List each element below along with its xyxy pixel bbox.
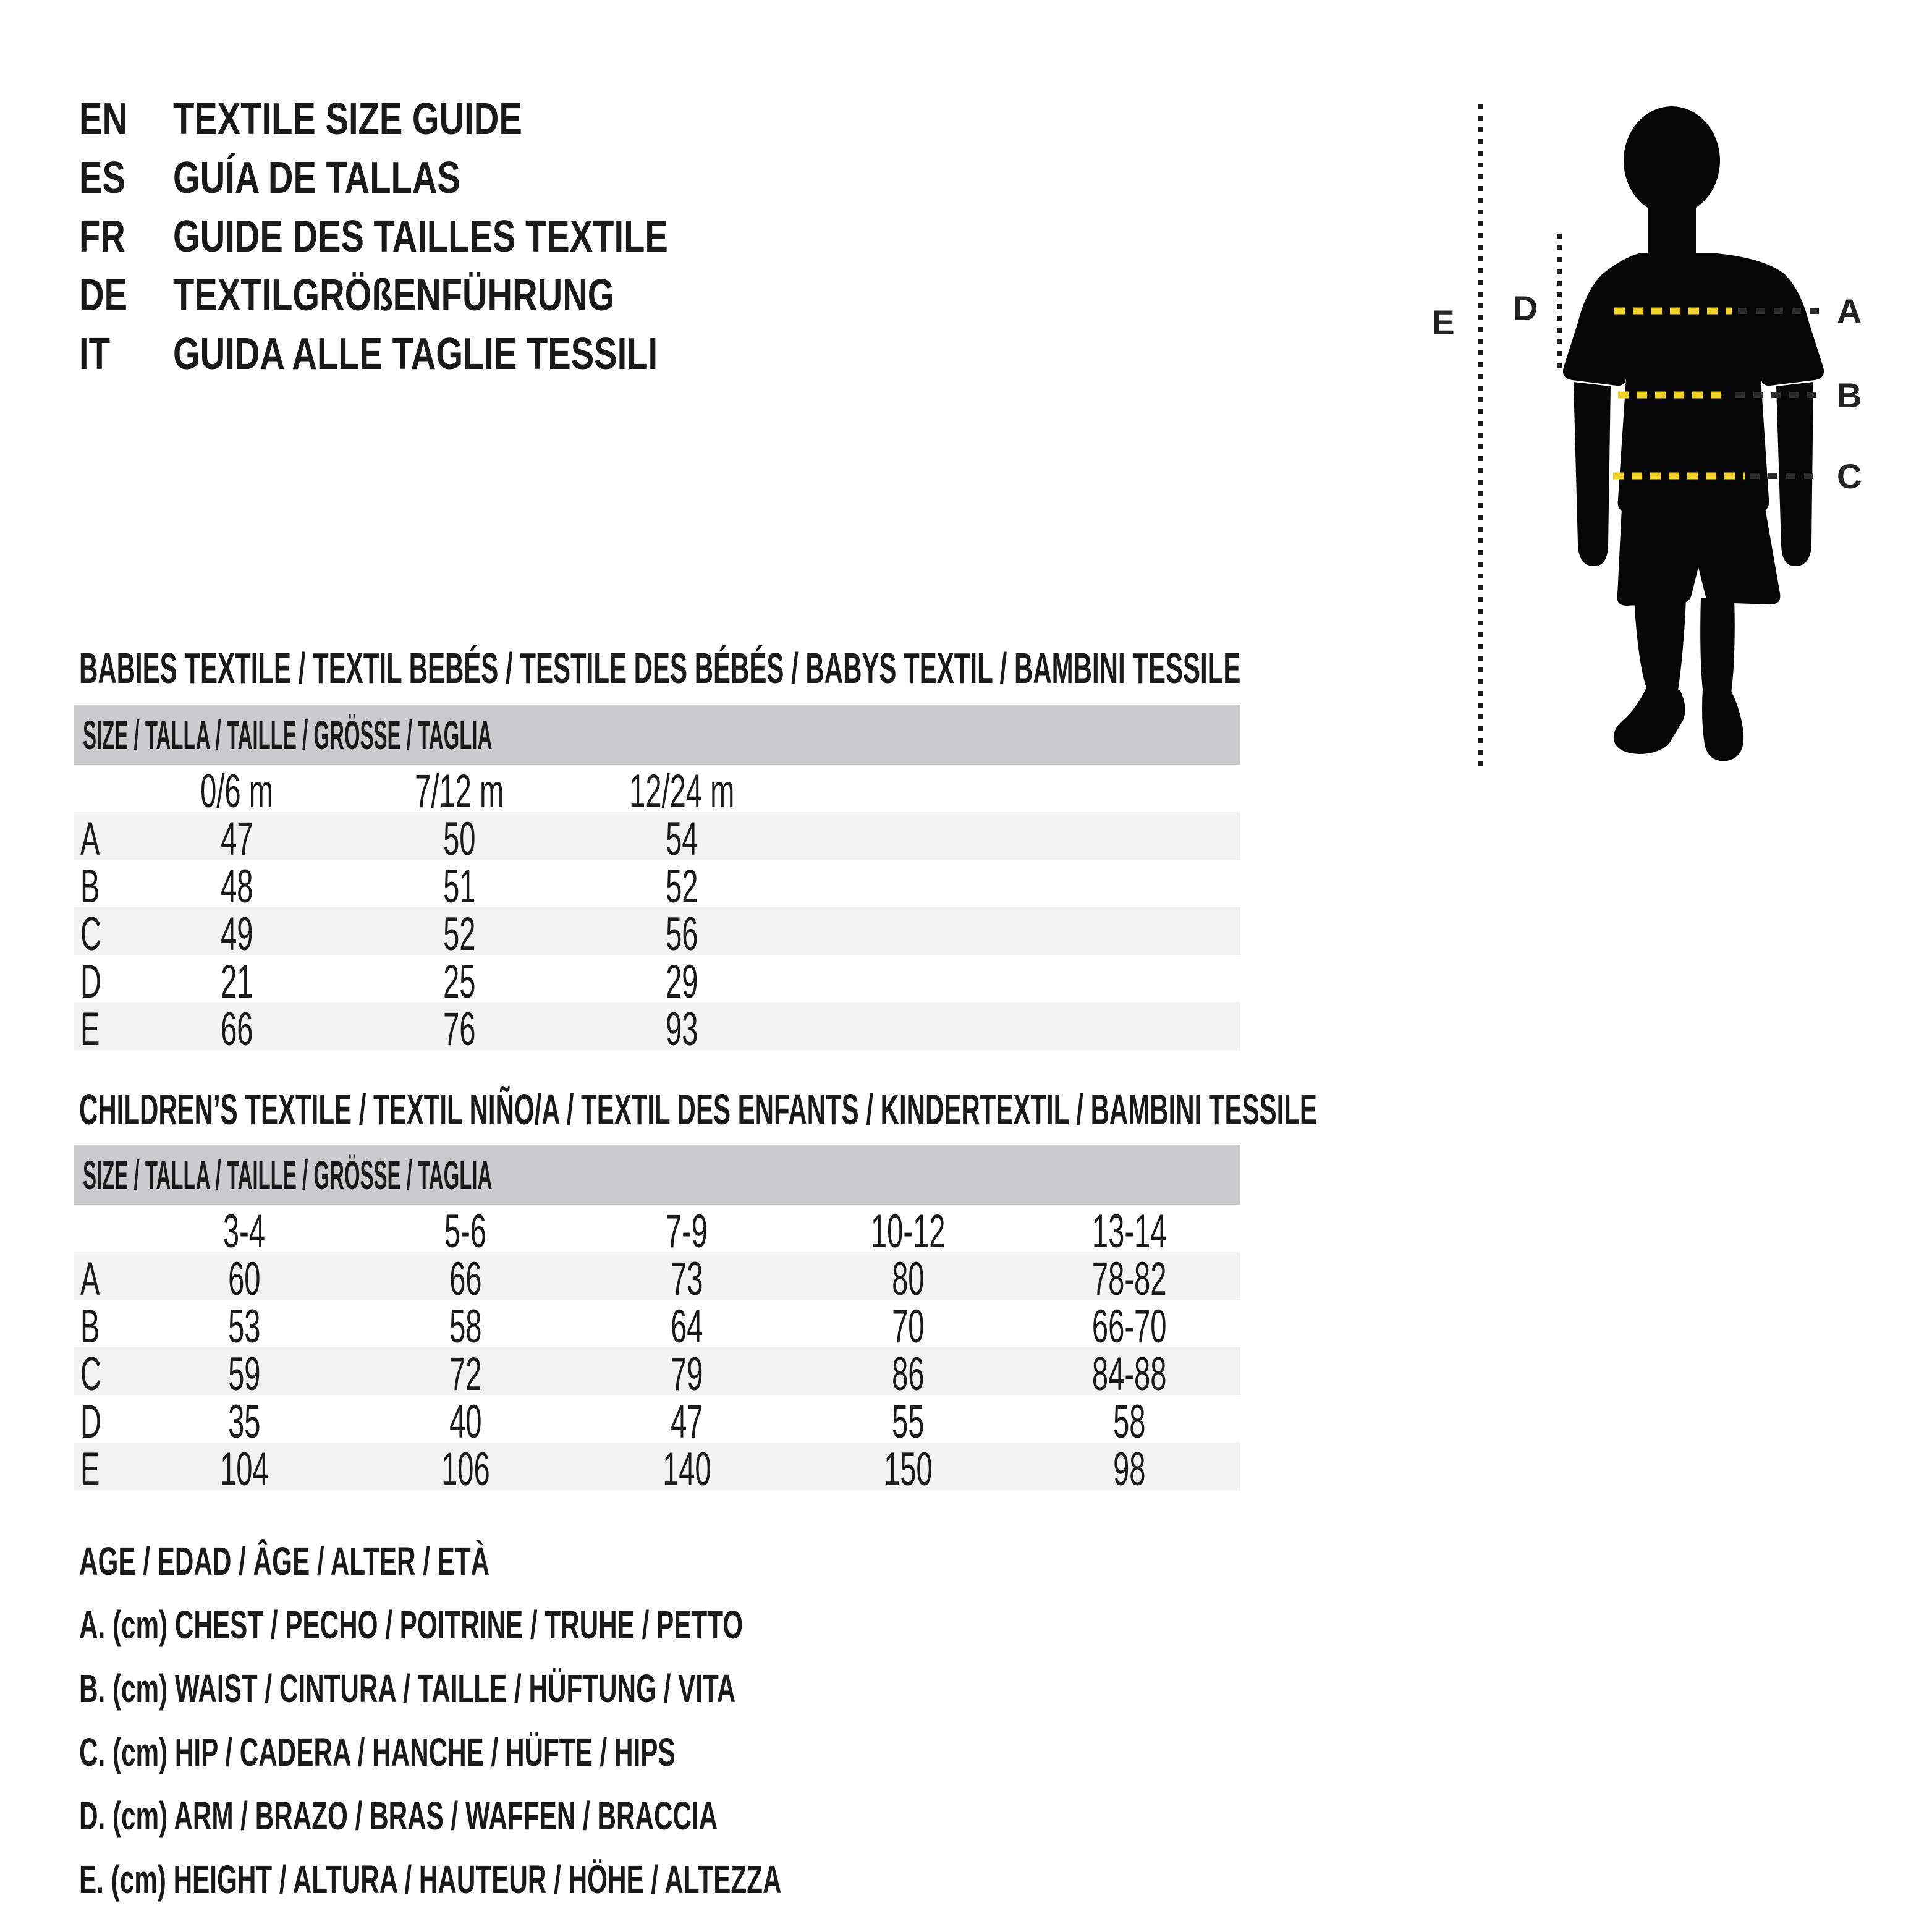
cell-value: 49	[220, 908, 253, 960]
table-row	[74, 907, 1240, 960]
cell-value: 64	[670, 1300, 703, 1353]
row-label: D	[80, 1396, 102, 1448]
lang-row-de	[79, 266, 808, 325]
label-C: C	[1837, 457, 1862, 496]
cell-value: 29	[665, 955, 698, 1008]
cell-value: 52	[665, 860, 698, 913]
label-E: E	[1431, 303, 1455, 342]
column-header-row	[74, 1205, 1240, 1258]
cell-value: 52	[443, 908, 476, 960]
cell-value: 53	[227, 1300, 261, 1353]
babies-size-table	[74, 705, 1240, 1056]
lang-code: DE	[79, 271, 128, 320]
lang-title: GUÍA DE TALLAS	[173, 153, 460, 203]
table-row	[74, 1252, 1240, 1305]
table-row	[74, 1002, 1240, 1056]
table-row	[74, 955, 1240, 1008]
col-header: 10-12	[870, 1205, 946, 1258]
lang-row-es	[79, 149, 808, 208]
cell-value: 56	[665, 908, 698, 960]
cell-value: 48	[220, 860, 253, 913]
language-title-list	[79, 90, 808, 384]
cell-value: 140	[662, 1443, 711, 1496]
table-row	[74, 1443, 1240, 1496]
lang-title: GUIDE DES TAILLES TEXTILE	[173, 212, 668, 261]
cell-value: 21	[220, 955, 253, 1008]
cell-value: 58	[1112, 1396, 1146, 1448]
table-row	[74, 860, 1240, 913]
row-label: E	[80, 1443, 100, 1496]
size-header-bar: SIZE / TALLA / TAILLE / GRÖSSE / TAGLIA	[74, 1145, 1240, 1205]
measurement-legend	[79, 1530, 1143, 1912]
cell-value: 47	[670, 1396, 703, 1448]
row-label: D	[80, 955, 102, 1008]
cell-value: 66-70	[1091, 1300, 1167, 1353]
col-header: 5-6	[444, 1205, 487, 1258]
row-label: A	[80, 813, 100, 865]
cell-value: 86	[891, 1348, 925, 1400]
table-row	[74, 812, 1240, 865]
legend-arm: D. (cm) ARM / BRAZO / BRAS / WAFFEN / BRACCIA	[79, 1794, 718, 1838]
cell-value: 47	[220, 813, 253, 865]
cell-value: 104	[219, 1443, 269, 1496]
cell-value: 66	[449, 1253, 482, 1305]
label-D: D	[1512, 289, 1538, 328]
cell-value: 25	[443, 955, 476, 1008]
row-label: E	[80, 1003, 100, 1056]
row-label: B	[80, 860, 100, 913]
cell-value: 106	[441, 1443, 490, 1496]
lang-row-fr	[79, 208, 808, 266]
size-header-bar: SIZE / TALLA / TAILLE / GRÖSSE / TAGLIA	[74, 705, 1240, 765]
lang-code: IT	[79, 329, 110, 379]
cell-value: 76	[443, 1003, 476, 1056]
row-label: B	[80, 1300, 100, 1353]
legend-age: AGE / EDAD / ÂGE / ALTER / ETÀ	[79, 1539, 490, 1583]
cell-value: 72	[449, 1348, 482, 1400]
cell-value: 84-88	[1091, 1348, 1167, 1400]
label-A: A	[1837, 292, 1862, 331]
lang-title: GUIDA ALLE TAGLIE TESSILI	[173, 329, 658, 379]
cell-value: 60	[227, 1253, 261, 1305]
legend-chest: A. (cm) CHEST / PECHO / POITRINE / TRUHE / PETTO	[79, 1603, 744, 1647]
lang-code: ES	[79, 153, 125, 203]
row-label: C	[80, 1348, 102, 1400]
lang-code: FR	[79, 212, 125, 261]
col-header: 13-14	[1091, 1205, 1167, 1258]
table-row	[74, 1347, 1240, 1400]
babies-section-title: BABIES TEXTILE / TEXTIL BEBÉS / TESTILE DES BÉBÉS / BABYS TEXTIL / BAMBINI TESSILE	[79, 644, 1241, 692]
legend-hip: C. (cm) HIP / CADERA / HANCHE / HÜFTE / HIPS	[79, 1730, 676, 1774]
column-header-row	[74, 765, 1240, 818]
col-header: 7-9	[665, 1205, 708, 1258]
lang-title: TEXTILGRÖßENFÜHRUNG	[173, 271, 615, 320]
cell-value: 79	[670, 1348, 703, 1400]
children-size-table	[74, 1145, 1240, 1496]
table-row	[74, 1300, 1240, 1353]
col-header: 0/6 m	[200, 765, 273, 818]
cell-value: 54	[665, 813, 698, 865]
cell-value: 70	[891, 1300, 925, 1353]
col-header: 7/12 m	[414, 765, 504, 818]
cell-value: 93	[665, 1003, 698, 1056]
row-label: A	[80, 1253, 100, 1305]
col-header: 12/24 m	[629, 765, 735, 818]
cell-value: 150	[883, 1443, 933, 1496]
cell-value: 80	[891, 1253, 925, 1305]
lang-row-en	[79, 90, 808, 149]
label-B: B	[1837, 376, 1862, 415]
cell-value: 58	[449, 1300, 482, 1353]
row-label: C	[80, 908, 102, 960]
cell-value: 40	[449, 1396, 482, 1448]
cell-value: 78-82	[1091, 1253, 1167, 1305]
cell-value: 55	[891, 1396, 925, 1448]
children-section-title: CHILDREN’S TEXTILE / TEXTIL NIÑO/A / TEXTIL DES ENFANTS / KINDERTEXTIL / BAMBINI TESSILE	[79, 1085, 1317, 1133]
table-row	[74, 1395, 1240, 1448]
lang-code: EN	[79, 95, 128, 144]
col-header: 3-4	[222, 1205, 266, 1258]
legend-height: E. (cm) HEIGHT / ALTURA / HAUTEUR / HÖHE / ALTEZZA	[79, 1857, 782, 1902]
legend-waist: B. (cm) WAIST / CINTURA / TAILLE / HÜFTUNG / VITA	[79, 1666, 736, 1711]
cell-value: 73	[670, 1253, 703, 1305]
lang-title: TEXTILE SIZE GUIDE	[173, 95, 522, 144]
cell-value: 35	[227, 1396, 261, 1448]
cell-value: 51	[443, 860, 476, 913]
cell-value: 50	[443, 813, 476, 865]
lang-row-it	[79, 325, 808, 384]
cell-value: 66	[220, 1003, 253, 1056]
cell-value: 59	[227, 1348, 261, 1400]
cell-value: 98	[1112, 1443, 1146, 1496]
